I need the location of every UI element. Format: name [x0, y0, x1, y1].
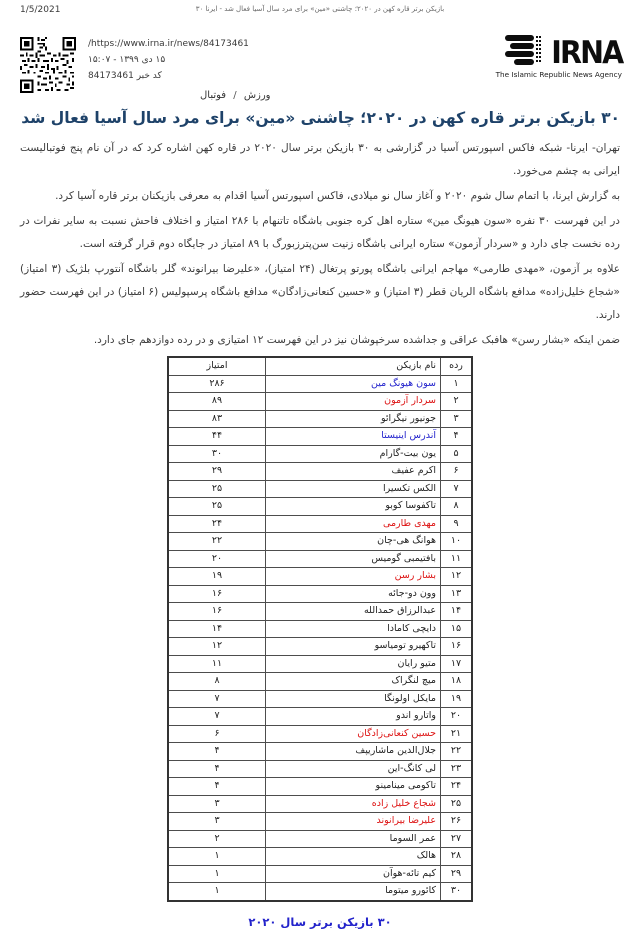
player-name-cell[interactable]: آندرس اینیستا: [266, 428, 441, 446]
rank-cell: ۱۴: [441, 603, 473, 621]
player-name-cell[interactable]: علیرضا بیرانوند: [266, 813, 441, 831]
browser-doc-title: ۳۰ بازیکن برتر قاره کهن در ۲۰۲۰؛ چاشنی «مین» برای مرد سال آسیا فعال شد - ایرنا: [195, 5, 445, 13]
points-cell: ۴: [168, 743, 266, 761]
rank-cell: ۳۰: [441, 883, 473, 901]
player-name-cell: مایکل اولونگا: [266, 690, 441, 708]
article-title: ۳۰ بازیکن برتر قاره کهن در ۲۰۲۰؛ چاشنی «مین» برای مرد سال آسیا فعال شد: [21, 109, 620, 127]
points-cell: ۲۵: [168, 480, 266, 498]
points-cell: ۱۶: [168, 585, 266, 603]
rank-cell: ۶: [441, 463, 473, 481]
table-row: [168, 795, 472, 813]
rank-cell: ۱: [441, 375, 473, 393]
table-row: [168, 585, 472, 603]
player-name-cell: میچ لنگراک: [266, 673, 441, 691]
rank-cell: ۹: [441, 515, 473, 533]
points-cell: ۸۹: [168, 393, 266, 411]
table-row: [168, 673, 472, 691]
points-cell: ۱: [168, 865, 266, 883]
points-cell: ۳: [168, 795, 266, 813]
rank-cell: ۱۲: [441, 568, 473, 586]
table-row: [168, 410, 472, 428]
points-cell: ۸: [168, 673, 266, 691]
irna-logo: [494, 32, 622, 79]
player-name-cell[interactable]: بشار رسن: [266, 568, 441, 586]
player-name-cell[interactable]: سون هیونگ مین: [266, 375, 441, 393]
article-paragraph: علاوه بر آزمون، «مهدی طارمی» مهاجم ایرانی باشگاه پورتو پرتغال (۲۴ امتیاز)، «علیرضا بیرانوند» گلر باشگاه آنتورپ بلژیک (۳ امتیاز) «شجاع خلیل‌زاده» مدافع باشگاه الریان قطر (۳ امتیاز) و «حسین کنعانی‌زادگان» مدافع باشگاه پرسپولیس (۶ امتیاز) در این فهرست حضور دارند.: [20, 263, 620, 321]
points-cell: ۶: [168, 725, 266, 743]
table-row: [168, 393, 472, 411]
rank-cell: ۵: [441, 445, 473, 463]
players-table: [167, 356, 473, 902]
table-row: [168, 445, 472, 463]
table-row: [168, 708, 472, 726]
table-row: [168, 883, 472, 901]
table-row: [168, 533, 472, 551]
points-cell: ۴: [168, 760, 266, 778]
points-cell: ۲۸۶: [168, 375, 266, 393]
player-name-cell: کائورو میتوما: [266, 883, 441, 901]
rank-cell: ۴: [441, 428, 473, 446]
rank-cell: ۱۷: [441, 655, 473, 673]
breadcrumb-section[interactable]: ورزش: [243, 90, 271, 101]
table-row: [168, 498, 472, 516]
player-name-cell: اکرم عفیف: [266, 463, 441, 481]
points-cell: ۲۲: [168, 533, 266, 551]
rank-cell: ۲۴: [441, 778, 473, 796]
table-header-row: [168, 357, 472, 375]
player-name-cell: کیم تائه-هوآن: [266, 865, 441, 883]
points-cell: ۴۴: [168, 428, 266, 446]
points-cell: ۲۵: [168, 498, 266, 516]
rank-cell: ۲: [441, 393, 473, 411]
player-name-cell: عمر السوما: [266, 830, 441, 848]
column-header: امتیاز: [168, 357, 266, 375]
rank-cell: ۲۹: [441, 865, 473, 883]
table-row: [168, 620, 472, 638]
player-name-cell: واتارو اندو: [266, 708, 441, 726]
qr-code: [20, 37, 76, 93]
irna-logo-text: IRNA: [550, 35, 622, 71]
breadcrumb: [200, 90, 271, 101]
table-row: [168, 830, 472, 848]
article-paragraph: تهران- ایرنا- شبکه فاکس اسپورتس آسیا در گزارشی به ۳۰ بازیکن برتر سال ۲۰۲۰ در قاره کهن اشاره کرد که در آن نام پنج فوتبالیست ایرانی به چشم می‌خورد.: [20, 142, 620, 177]
table-caption: ۳۰ بازیکن برتر سال ۲۰۲۰: [248, 914, 392, 929]
player-name-cell: لی کانگ-این: [266, 760, 441, 778]
player-name-cell: جونیور نیگرائو: [266, 410, 441, 428]
table-row: [168, 550, 472, 568]
table-row: [168, 638, 472, 656]
player-name-cell: هالک: [266, 848, 441, 866]
player-name-cell: تاکفوسا کوبو: [266, 498, 441, 516]
player-name-cell[interactable]: شجاع خلیل زاده: [266, 795, 441, 813]
rank-cell: ۲۶: [441, 813, 473, 831]
player-name-cell: هوانگ هی-چان: [266, 533, 441, 551]
player-name-cell: الکس تکسیرا: [266, 480, 441, 498]
player-name-cell: تاکهیرو تومیاسو: [266, 638, 441, 656]
points-cell: ۴: [168, 778, 266, 796]
table-row: [168, 428, 472, 446]
player-name-cell[interactable]: سردار آزمون: [266, 393, 441, 411]
publish-date: ۱۵ دی ۱۳۹۹ - ۱۵:۰۷: [88, 55, 166, 65]
table-row: [168, 725, 472, 743]
points-cell: ۷: [168, 708, 266, 726]
rank-cell: ۲۲: [441, 743, 473, 761]
rank-cell: ۱۸: [441, 673, 473, 691]
rank-cell: ۳: [441, 410, 473, 428]
rank-cell: ۲۷: [441, 830, 473, 848]
points-cell: ۲۹: [168, 463, 266, 481]
points-cell: ۳۰: [168, 445, 266, 463]
points-cell: ۸۳: [168, 410, 266, 428]
article-paragraph: ضمن اینکه «بشار رسن» هافبک عراقی و جداشده سرخپوشان نیز در این فهرست ۱۲ امتیازی و در رده دوازدهم جای دارد.: [93, 334, 620, 346]
player-name-cell: وون دو-جائه: [266, 585, 441, 603]
news-code-value: 84173461: [88, 71, 134, 81]
table-row: [168, 690, 472, 708]
irna-flag-icon: [504, 34, 542, 68]
column-header: نام بازیکن: [266, 357, 441, 375]
table-body: [168, 375, 472, 901]
column-header: رده: [441, 357, 473, 375]
player-name-cell[interactable]: حسین کنعانی‌زادگان: [266, 725, 441, 743]
article-meta: [88, 36, 318, 84]
player-name-cell: جلال‌الدین ماشاریپف: [266, 743, 441, 761]
print-date: 1/5/2021: [20, 5, 61, 15]
rank-cell: ۲۱: [441, 725, 473, 743]
breadcrumb-subsection[interactable]: فوتبال: [200, 90, 227, 101]
points-cell: ۳: [168, 813, 266, 831]
points-cell: ۱۹: [168, 568, 266, 586]
rank-cell: ۷: [441, 480, 473, 498]
breadcrumb-separator: /: [233, 90, 237, 101]
rank-cell: ۲۵: [441, 795, 473, 813]
rank-cell: ۱۱: [441, 550, 473, 568]
table-row: [168, 603, 472, 621]
points-cell: ۲۰: [168, 550, 266, 568]
player-name-cell: متیو رایان: [266, 655, 441, 673]
table-row: [168, 743, 472, 761]
points-cell: ۱: [168, 848, 266, 866]
rank-cell: ۲۰: [441, 708, 473, 726]
article-url[interactable]: https://www.irna.ir/news/84173461/: [88, 39, 249, 49]
article-paragraph: در این فهرست ۳۰ نفره «سون هیونگ مین» ستاره اهل کره جنوبی باشگاه تاتنهام با ۲۸۶ امتیاز و اختلاف فاحش نسبت به سایر نفرات در رده نخست جای دارد و «سردار آزمون» ستاره ایرانی باشگاه زنیت سن‌پترزبورگ با ۸۹ امتیاز در جایگاه دوم قرار گرفته است.: [20, 215, 620, 250]
points-cell: ۲: [168, 830, 266, 848]
player-name-cell: دایچی کامادا: [266, 620, 441, 638]
player-name-cell: یون بیت-گارام: [266, 445, 441, 463]
news-code-line: [88, 68, 318, 84]
rank-cell: ۱۵: [441, 620, 473, 638]
points-cell: ۷: [168, 690, 266, 708]
news-code-label: کد خبر: [136, 71, 162, 81]
points-cell: ۱۲: [168, 638, 266, 656]
points-cell: ۱۱: [168, 655, 266, 673]
points-cell: ۱: [168, 883, 266, 901]
table-row: [168, 463, 472, 481]
player-name-cell: عبدالرزاق حمدالله: [266, 603, 441, 621]
rank-cell: ۱۹: [441, 690, 473, 708]
table-row: [168, 655, 472, 673]
table-row: [168, 515, 472, 533]
points-cell: ۱۶: [168, 603, 266, 621]
rank-cell: ۲۳: [441, 760, 473, 778]
player-name-cell[interactable]: مهدی طارمی: [266, 515, 441, 533]
table-row: [168, 568, 472, 586]
table-row: [168, 848, 472, 866]
player-name-cell: بافتیمبی گومیس: [266, 550, 441, 568]
rank-cell: ۲۸: [441, 848, 473, 866]
irna-logo-tagline: The Islamic Republic News Agency: [495, 70, 622, 79]
qr-code-image: [20, 37, 76, 93]
rank-cell: ۱۳: [441, 585, 473, 603]
table-row: [168, 865, 472, 883]
article-paragraph: به گزارش ایرنا، با اتمام سال شوم ۲۰۲۰ و آغاز سال نو میلادی، فاکس اسپورتس آسیا اقدام به معرفی بازیکنان برتر قاره آسیا کرد.: [55, 190, 620, 202]
rank-cell: ۱۰: [441, 533, 473, 551]
points-cell: ۱۴: [168, 620, 266, 638]
points-cell: ۲۴: [168, 515, 266, 533]
rank-cell: ۱۶: [441, 638, 473, 656]
table-row: [168, 480, 472, 498]
table-row: [168, 760, 472, 778]
article-paragraphs: [20, 137, 620, 352]
player-name-cell: تاکومی مینامینو: [266, 778, 441, 796]
rank-cell: ۸: [441, 498, 473, 516]
table-row: [168, 813, 472, 831]
table-row: [168, 778, 472, 796]
table-row: [168, 375, 472, 393]
